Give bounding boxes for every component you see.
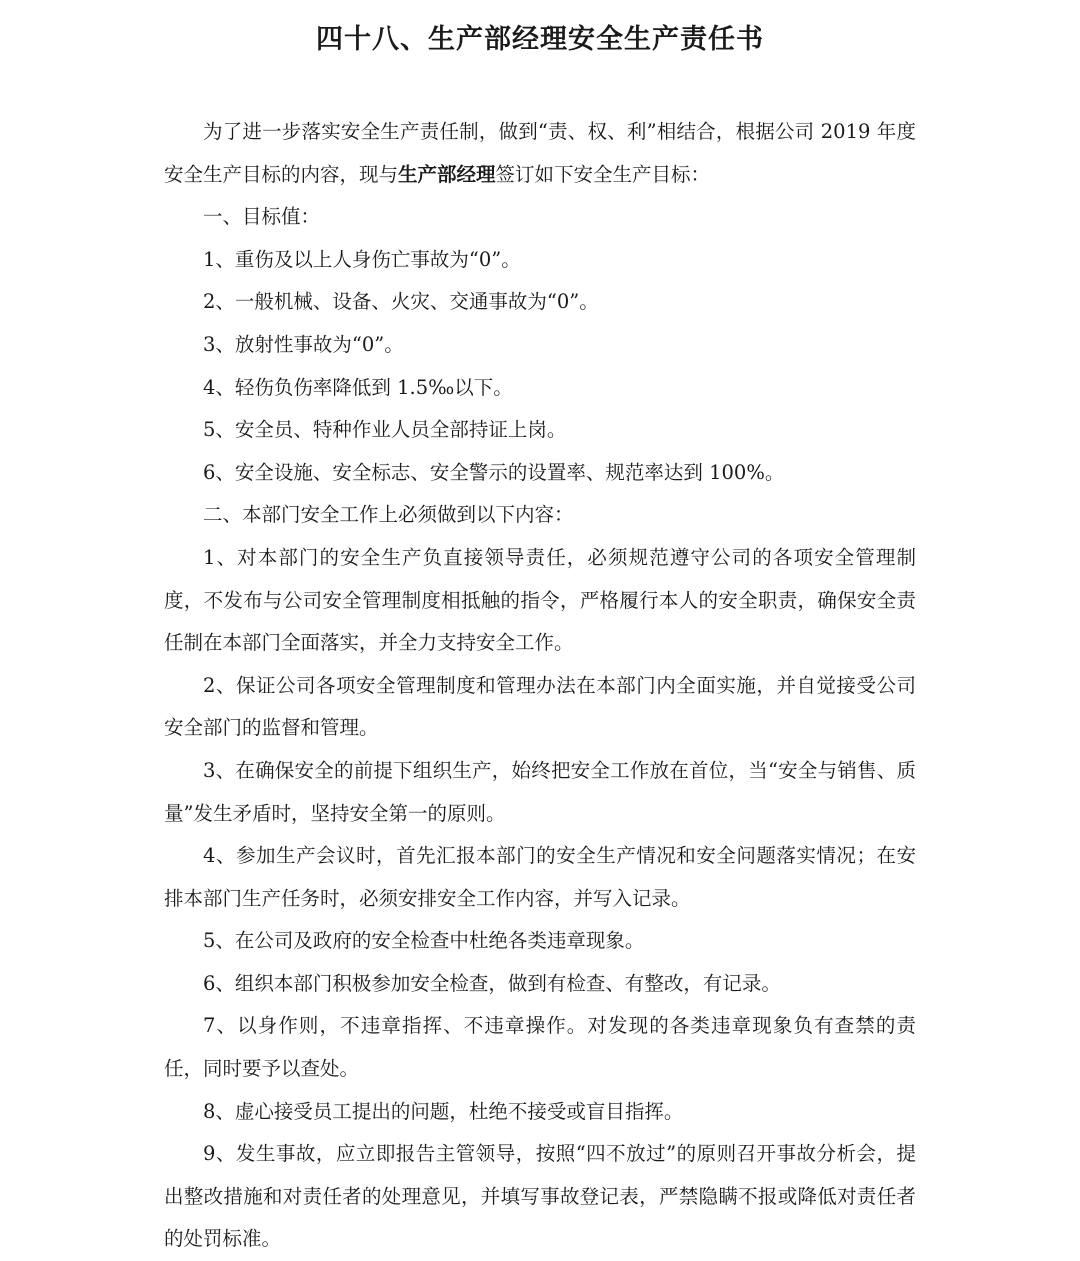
- intro-emphasis: 生产部经理: [398, 162, 496, 186]
- document-title: 四十八、生产部经理安全生产责任书: [316, 24, 764, 55]
- duty-item-6: 6、组织本部门积极参加安全检查，做到有检查、有整改，有记录。: [203, 971, 781, 995]
- duty-item-7: 7、以身作则，不违章指挥、不违章操作。对发现的各类违章现象负有查禁的责任，同时要予以查处。: [164, 1014, 916, 1081]
- duty-item-4: 4、参加生产会议时，首先汇报本部门的安全生产情况和安全问题落实情况；在安排本部门生产任务时，必须安排安全工作内容，并写入记录。: [164, 844, 916, 910]
- duty-item-3: 3、在确保安全的前提下组织生产，始终把安全工作放在首位，当“安全与销售、质量”发生矛盾时，坚持安全第一的原则。: [164, 758, 916, 825]
- target-item-3: 3、放射性事故为“0”。: [203, 332, 404, 356]
- duty-item-1: 1、对本部门的安全生产负直接领导责任，必须规范遵守公司的各项安全管理制度，不发布与公司安全管理制度相抵触的指令，严格履行本人的安全职责，确保安全责任制在本部门全面落实，并全力支持安全工作。: [164, 545, 916, 655]
- section-1-heading: 一、目标值：: [203, 205, 321, 229]
- duty-item-9: 9、发生事故，应立即报告主管领导，按照“四不放过”的原则召开事故分析会，提出整改措施和对责任者的处理意见，并填写事故登记表，严禁隐瞒不报或降低对责任者的处罚标准。: [164, 1142, 916, 1251]
- target-item-4: 4、轻伤负伤率降低到 1.5‰以下。: [203, 375, 513, 399]
- target-item-5: 5、安全员、特种作业人员全部持证上岗。: [203, 418, 567, 442]
- duty-item-2: 2、保证公司各项安全管理制度和管理办法在本部门内全面实施，并自觉接受公司安全部门的监督和管理。: [164, 673, 916, 740]
- duty-item-5: 5、在公司及政府的安全检查中杜绝各类违章现象。: [203, 929, 645, 953]
- intro-text-before: 为了进一步落实安全生产责任制，做到“责、权、利”相结合，根据公司 2019 年度安全生产目标的内容，现与: [164, 120, 916, 186]
- target-item-6: 6、安全设施、安全标志、安全警示的设置率、规范率达到 100%。: [203, 460, 785, 484]
- target-item-1: 1、重伤及以上人身伤亡事故为“0”。: [203, 247, 521, 271]
- target-item-2: 2、一般机械、设备、火灾、交通事故为“0”。: [203, 290, 599, 314]
- document-body: [164, 111, 916, 1261]
- intro-paragraph: [164, 111, 916, 196]
- section-2-heading: 二、本部门安全工作上必须做到以下内容：: [203, 503, 574, 527]
- intro-text-after: 签订如下安全生产目标：: [495, 162, 711, 186]
- duty-item-8: 8、虚心接受员工提出的问题，杜绝不接受或盲目指挥。: [203, 1099, 684, 1123]
